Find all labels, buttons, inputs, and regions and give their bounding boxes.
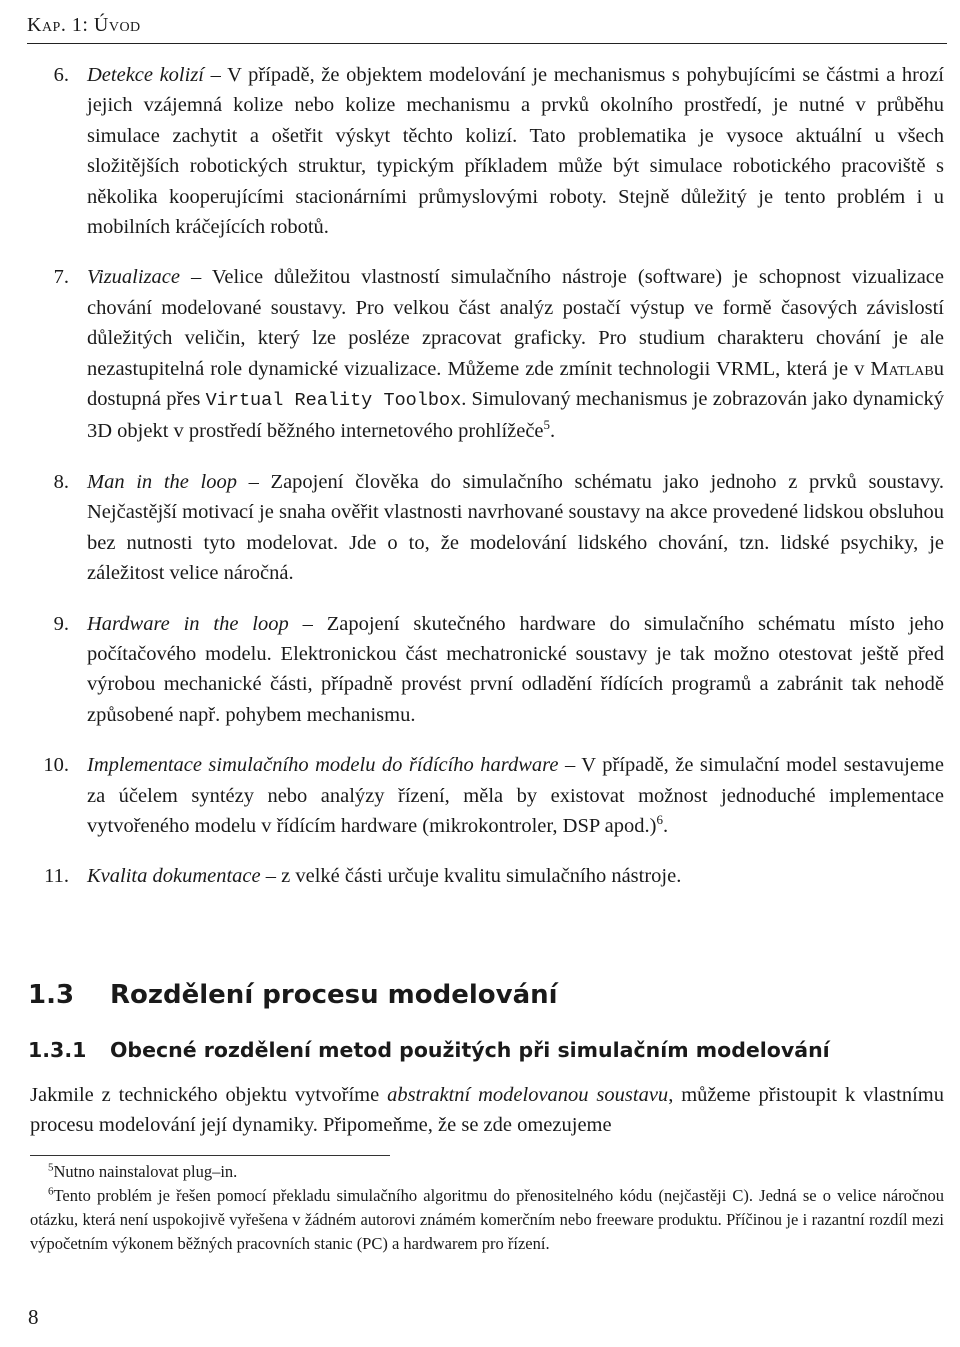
item-body: – Velice důležitou vlastností simulačního nástroje (software) je schopnost vizualizace chování modelované soustavy. Pro velkou část analýz postačí výstup ve formě časových závislostí důležitých veličin, který lze posléze zpracovat graficky. Pro studium charakteru chování je ale nezastupitelná role dynamické vizualizace. Můžeme zde zmínit technologii VRML, která je v (87, 266, 944, 380)
footnote-mark: 5 (48, 1161, 54, 1174)
footnote-ref: 5 (543, 417, 551, 433)
list-item (0, 750, 960, 841)
item-term: Hardware in the loop (87, 612, 289, 635)
matlab-name: Matlab (870, 357, 934, 380)
subsection-heading (28, 1038, 830, 1062)
item-body: . (550, 420, 556, 443)
item-body: . Simulovaný mechanismus je zobrazován jako dynamický 3D objekt v prostředí běžného internetového prohlížeče (87, 388, 944, 443)
item-body: – V případě, že simulační model sestavujeme za účelem syntézy nebo analýzy řízení, měla by existovat možnost jednoduché implementace vytvořeného modelu v řídícím hardware (mikrokontroler, DSP apod.) (87, 754, 944, 837)
list-item (0, 60, 960, 242)
item-term: Man in the loop (87, 470, 237, 493)
item-number: 11. (44, 865, 69, 888)
item-number: 7. (53, 266, 69, 289)
section-number: 1.3 (28, 980, 75, 1010)
list-item (0, 467, 960, 589)
item-body: – z velké části určuje kvalitu simulačního nástroje. (260, 865, 682, 888)
item-term: Detekce kolizí (87, 64, 205, 86)
item-term: Implementace simulačního modelu do řídícího hardware (87, 754, 559, 777)
list-item (0, 262, 960, 446)
item-text (87, 609, 944, 731)
item-number: 6. (53, 64, 69, 86)
footnote-mark: 6 (48, 1185, 54, 1198)
body-paragraph (30, 1080, 944, 1141)
item-text (87, 750, 944, 841)
footnote-text: Nutno nainstalovat plug–in. (53, 1162, 238, 1181)
footnote-rule (30, 1155, 390, 1156)
running-header (27, 14, 947, 44)
paragraph-emphasis: abstraktní modelovanou soustavu (387, 1084, 669, 1106)
chapter-title: Kap. 1: Úvod (27, 14, 141, 36)
footnote (30, 1160, 944, 1184)
item-body: . (662, 814, 669, 837)
item-text (87, 467, 944, 589)
toolbox-name: Virtual Reality Toolbox (205, 390, 462, 412)
item-number: 9. (53, 612, 69, 635)
footnote (30, 1184, 944, 1256)
item-number: 10. (43, 754, 69, 777)
item-text (87, 861, 944, 891)
item-body: – V případě, že objektem modelování je mechanismus s pohybujícími se částmi a hrozí jejich vzájemná kolize nebo kolize mechanismu a prvků okolního prostředí, je nutné v průběhu simulace zachytit a ošetřit výskyt těchto kolizí. Tato problematika je vysoce aktuální u všech složitějších robotických struktur, typickým příkladem může být simulace robotického pracoviště s několika kooperujícími stacionárními průmyslovými roboty. Stejně důležitý je tento problém i u mobilních kráčejících robotů. (87, 64, 944, 239)
subsection-title: Obecné rozdělení metod použitých při simulačním modelování (110, 1038, 830, 1062)
item-text (87, 60, 944, 242)
item-term: Vizualizace (87, 266, 180, 289)
section-title: Rozdělení procesu modelování (110, 980, 558, 1010)
item-body: – Zapojení skutečného hardware do simulačního schématu místo jeho počítačového modelu. Elektronickou část mechatronické soustavy je tak možno otestovat ještě před výrobou mechanické části, případně provést první odladění řídících programů a zabránit tak nehodě způsobené např. pohybem mechanismu. (87, 612, 944, 726)
list-item (0, 861, 960, 891)
section-heading (28, 980, 558, 1010)
item-text (87, 262, 944, 446)
footnote-ref: 6 (656, 812, 663, 828)
item-number: 8. (53, 470, 69, 493)
paragraph-text: , můžeme přistoupit k vlastnímu procesu modelování její dynamiky. Připomeňme, že se zde omezujeme (30, 1084, 944, 1137)
paragraph-text: Jakmile z technického objektu vytvoříme (30, 1084, 388, 1106)
item-term: Kvalita dokumentace (87, 865, 261, 888)
numbered-list (0, 60, 960, 912)
item-body: u dostupná přes (87, 357, 944, 411)
subsection-number: 1.3.1 (28, 1038, 87, 1062)
footnote-text: Tento problém je řešen pomocí překladu simulačního algoritmu do přenositelného kódu (nejčastěji C). Jedná se o velice náročnou otázku, která není uspokojivě vyřešena v žádném autorovi známém komerčním nebo freeware produktu. Příčinou je i razantní rozdíl mezi výpočetním výkonem běžných pracovních stanic (PC) a hardwarem pro řízení. (30, 1186, 944, 1253)
list-item (0, 609, 960, 731)
page-number: 8 (28, 1305, 39, 1329)
footnotes (30, 1160, 944, 1256)
item-body: – Zapojení člověka do simulačního schématu jako jednoho z prvků soustavy. Nejčastější motivací je snaha ověřit vlastnosti navrhované soustavy na akce provedené lidskou obsluhou bez nutnosti tyto modelovat. Jde o to, že modelování lidského chování, tzn. lidské psychiky, je záležitost velice náročná. (87, 470, 944, 585)
